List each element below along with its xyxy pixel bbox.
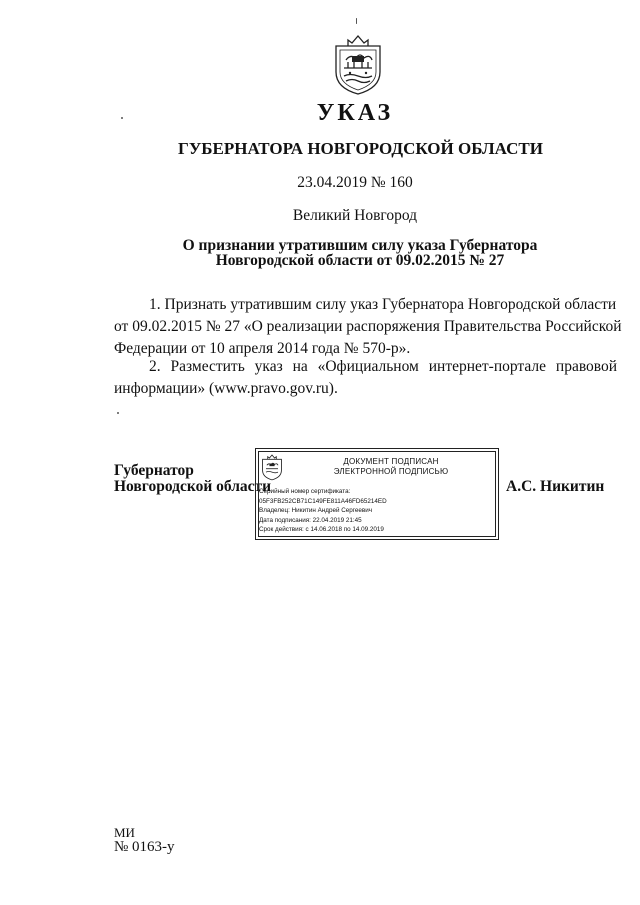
signer-position-line: Новгородской области	[114, 478, 272, 495]
novgorod-coat-of-arms-icon	[260, 453, 284, 481]
subject-line: О признании утратившим силу указа Губернатора	[182, 237, 538, 254]
footer-reference	[114, 826, 175, 854]
paragraph-line: 2. Разместить указ на «Официальном интернет-портале правовой	[149, 358, 618, 375]
electronic-signature-stamp	[255, 448, 499, 540]
issuer-title: ГУБЕРНАТОРА НОВГОРОДСКОЙ ОБЛАСТИ	[178, 139, 543, 158]
stamp-heading	[296, 457, 486, 477]
stamp-heading-line: ЭЛЕКТРОННОЙ ПОДПИСЬЮ	[333, 467, 449, 476]
stamp-heading-line: ДОКУМЕНТ ПОДПИСАН	[343, 457, 439, 466]
document-title: УКАЗ	[316, 100, 394, 126]
scan-speck	[121, 117, 123, 119]
stamp-details	[259, 487, 387, 535]
signer-position	[114, 463, 271, 495]
paragraph-line: 1. Признать утратившим силу указ Губернатора Новгородской области	[149, 296, 617, 313]
novgorod-coat-of-arms-icon	[330, 32, 386, 96]
date-number: 23.04.2019 № 160	[297, 174, 413, 191]
signer-position-line: Губернатор	[114, 462, 194, 479]
signing-date: Дата подписания: 22.04.2019 21:45	[259, 516, 362, 524]
document-number: № 0163-у	[114, 839, 175, 855]
paragraph-2	[114, 356, 618, 400]
paragraph-line: информации» (www.pravo.gov.ru).	[114, 380, 338, 397]
certificate-serial: 05F3FB252CB71C149FE811A46FD65214ED	[259, 497, 387, 505]
certificate-label: Серийный номер сертификата:	[259, 488, 351, 495]
place-of-issue: Великий Новгород	[292, 207, 418, 224]
certificate-validity: Срок действия: с 14.06.2018 по 14.09.2019	[259, 526, 384, 533]
subject-line: Новгородской области от 09.02.2015 № 27	[215, 252, 505, 269]
document-subject	[180, 238, 540, 268]
executor-initials: МИ	[114, 825, 135, 840]
paragraph-1	[114, 294, 622, 360]
certificate-owner: Владелец: Никитин Андрей Сергеевич	[259, 507, 373, 514]
signer-name: А.С. Никитин	[506, 478, 605, 495]
paragraph-line: от 09.02.2015 № 27 «О реализации распоряжения Правительства Российской	[114, 318, 622, 335]
scan-speck	[356, 18, 357, 24]
paragraph-line: Федерации от 10 апреля 2014 года № 570-р».	[114, 340, 411, 357]
scan-speck	[117, 412, 119, 414]
